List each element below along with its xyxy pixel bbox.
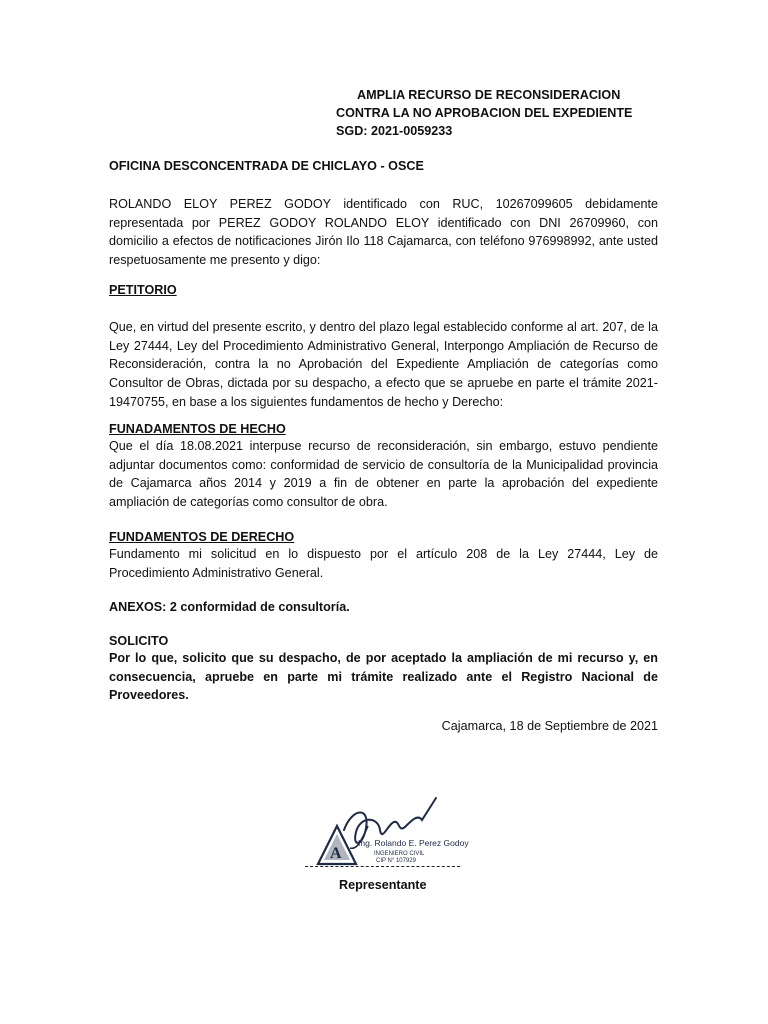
stamp-cip: CIP N° 107929: [376, 858, 416, 864]
hecho-paragraph: Que el día 18.08.2021 interpuse recurso de reconsideración, sin embargo, estuvo pendiente adjuntar documentos como: conformidad de servicio de consultoría de la Municipalidad provincia de Cajamarca años 2014 y 2019 a fin de obtener en parte la aprobación del expediente ampliación de categorías como consultor de obra.: [109, 439, 658, 510]
stamp-logo-letter: A: [330, 845, 342, 862]
petitorio-heading: PETITORIO: [109, 283, 177, 297]
stamp-title: INGENIERO CIVIL: [374, 851, 425, 857]
representante-label: Representante: [339, 878, 427, 892]
title-line-1: AMPLIA RECURSO DE RECONSIDERACION: [357, 88, 621, 102]
date-line: Cajamarca, 18 de Septiembre de 2021: [441, 719, 658, 733]
anexos-line: ANEXOS: 2 conformidad de consultoría.: [109, 600, 350, 614]
intro-paragraph: ROLANDO ELOY PEREZ GODOY identificado con RUC, 10267099605 debidamente representada por PEREZ GODOY ROLANDO ELOY identificado con DNI 26709960, con domicilio a efectos de notificaciones Jirón Ilo 118 Cajamarca, con teléfono 976998992, ante usted respetuosamente me presento y digo:: [109, 197, 658, 268]
title-line-3: SGD: 2021-0059233: [336, 124, 453, 138]
signature-line: [305, 866, 460, 867]
signature-stamp: [300, 786, 470, 886]
title-line-2: CONTRA LA NO APROBACION DEL EXPEDIENTE: [336, 106, 633, 120]
hecho-heading: FUNADAMENTOS DE HECHO: [109, 422, 286, 436]
signature-stamp-graphic: [300, 786, 470, 886]
solicito-heading: SOLICITO: [109, 634, 169, 648]
derecho-heading: FUNDAMENTOS DE DERECHO: [109, 530, 295, 544]
derecho-paragraph: Fundamento mi solicitud en lo dispuesto por el artículo 208 de la Ley 27444, Ley de Procedimiento Administrativo General.: [109, 547, 658, 580]
solicito-paragraph: Por lo que, solicito que su despacho, de por aceptado la ampliación de mi recurso y, en consecuencia, apruebe en parte mi trámite realizado ante el Registro Nacional de Proveedores.: [109, 651, 658, 703]
petitorio-paragraph: Que, en virtud del presente escrito, y dentro del plazo legal establecido conforme al art. 207, de la Ley 27444, Ley del Procedimiento Administrativo General, Interpongo Ampliación de Recurso de Reconsideración, contra la no Aprobación del Expediente Ampliación de categorías como Consultor de Obras, dictada por su despacho, a efecto que se apruebe en parte el trámite 2021-19470755, en base a los siguientes fundamentos de hecho y Derecho:: [109, 320, 658, 409]
stamp-name: Ing. Rolando E. Perez Godoy: [358, 838, 469, 848]
addressee: OFICINA DESCONCENTRADA DE CHICLAYO - OSCE: [109, 159, 424, 173]
handwritten-signature: [344, 798, 436, 843]
